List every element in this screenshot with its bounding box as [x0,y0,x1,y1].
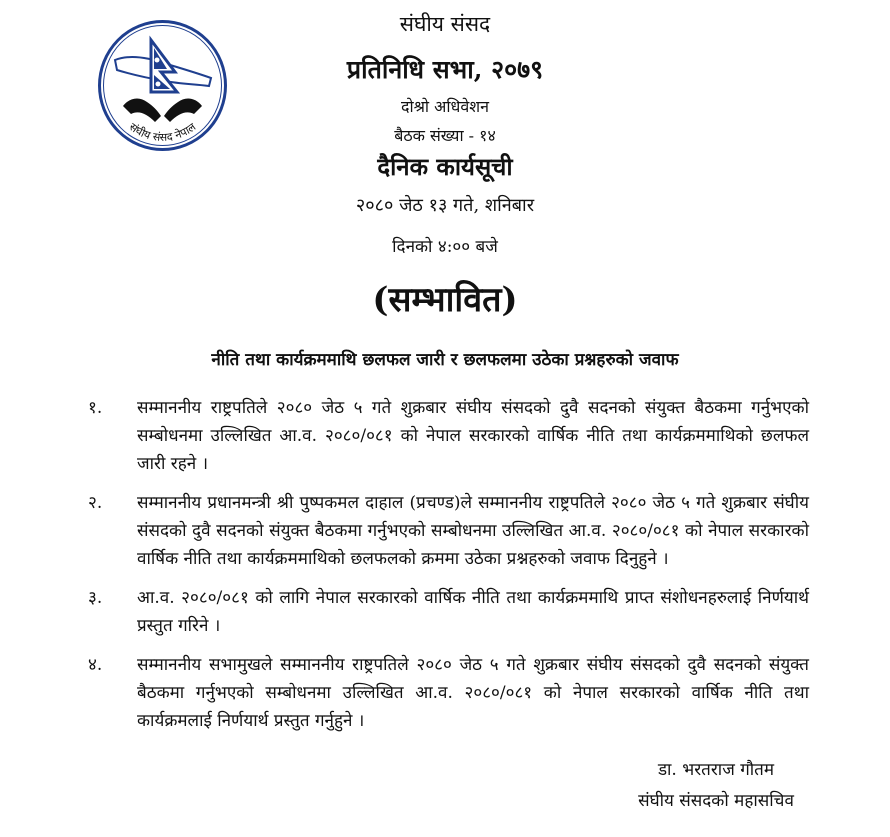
signatory-name: डा. भरतराज गौतम [657,760,775,780]
item-text: आ.व. २०८०/०८१ को लागि नेपाल सरकारको वार्षिक नीति तथा कार्यक्रममाथि प्राप्त संशोधनहरुलाई निर्णयार्थ प्रस्तुत गरिने । [137,588,809,636]
item-number: ३. [88,588,103,608]
meeting-date: २०८० जेठ १३ गते, शनिबार [355,195,535,216]
item-text: सम्माननीय सभामुखले सम्माननीय राष्ट्रपतिले २०८० जेठ ५ गते शुक्रबार संघीय संसदको दुवै सदनको संयुक्त बैठकमा गर्नुभएको सम्बोधनमा उल्लिखित आ.व. २०८०/०८१ को नेपाल सरकारको वार्षिक नीति तथा कार्यक्रमलाई निर्णयार्थ प्रस्तुत गर्नुहुने । [137,655,809,731]
list-item [0,651,890,735]
meeting-number: बैठक संख्या - १४ [394,126,496,145]
item-text: सम्माननीय प्रधानमन्त्री श्री पुष्पकमल दाहाल (प्रचण्ड)ले सम्माननीय राष्ट्रपतिले २०८० जेठ ५ गते शुक्रबार संघीय संसदको दुवै सदनको संयुक्त बैठकमा गर्नुभएको सम्बोधनमा उल्लिखित आ.व. २०८०/०८१ को नेपाल सरकारको वार्षिक नीति तथा कार्यक्रममाथिको छलफलको क्रममा उठेका प्रश्नहरुको जवाफ दिनुहुने । [137,493,809,569]
item-number: ४. [88,655,103,675]
emblem-text: संघीय संसद नेपाल [126,120,199,144]
meeting-time: दिनको ४:०० बजे [392,237,498,257]
agenda-subject: नीति तथा कार्यक्रममाथि छलफल जारी र छलफलमा उठेका प्रश्नहरुको जवाफ [211,350,679,370]
signatory-title: संघीय संसदको महासचिव [638,791,794,811]
house-title: प्रतिनिधि सभा, २०७९ [346,55,544,84]
item-text: सम्माननीय राष्ट्रपतिले २०८० जेठ ५ गते शुक्रबार संघीय संसदको दुवै सदनको संयुक्त बैठकमा गर्नुभएको सम्बोधनमा उल्लिखित आ.व. २०८०/०८१ को नेपाल सरकारको वार्षिक नीति तथा कार्यक्रममाथिको छलफल जारी रहने । [137,398,809,474]
agenda-status: (सम्भावित) [372,280,518,320]
item-number: २. [88,493,103,513]
item-number: १. [88,398,103,418]
agenda-title: दैनिक कार्यसूची [377,152,513,181]
list-item [0,584,890,640]
agenda-items [0,394,890,746]
list-item [0,489,890,573]
organization-name: संघीय संसद [399,12,491,36]
list-item [0,394,890,478]
session-label: दोश्रो अधिवेशन [400,97,490,116]
